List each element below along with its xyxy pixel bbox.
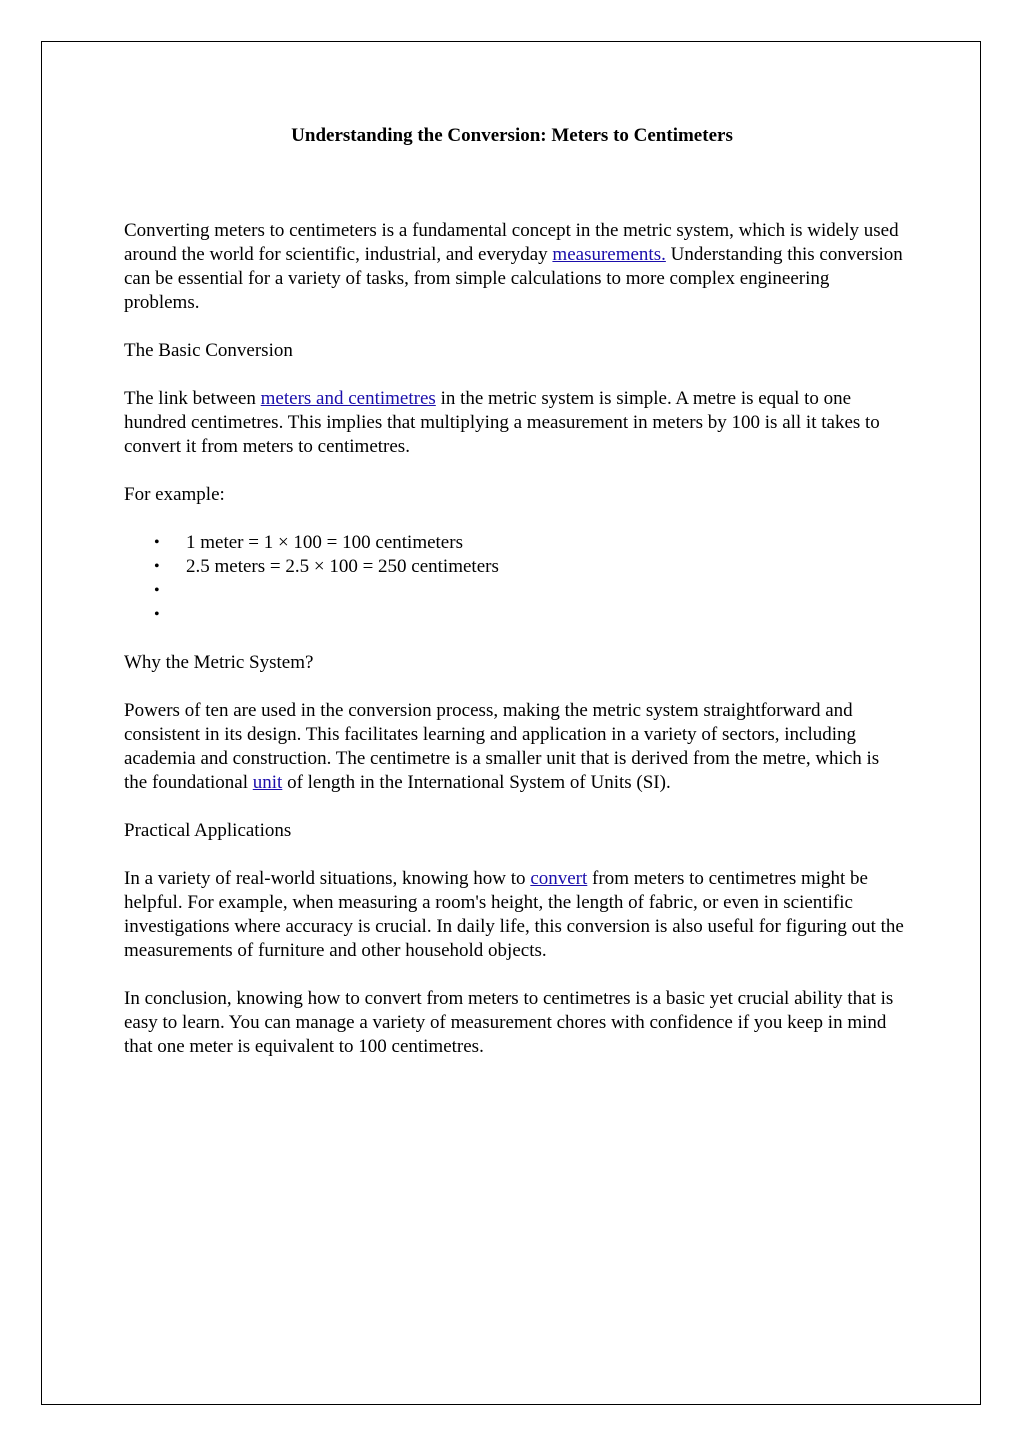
example-text: 2.5 meters = 2.5 × 100 = 250 centimeters xyxy=(186,556,499,577)
spacer xyxy=(124,843,904,867)
intro-text-after: Understanding this conversion can be essential for a variety of tasks, from simple calculations to more complex engineering problems. xyxy=(124,244,903,313)
why-metric-heading: Why the Metric System? xyxy=(124,652,314,673)
spacer xyxy=(124,795,904,819)
intro-paragraph xyxy=(124,219,904,315)
spacer xyxy=(124,148,904,219)
spacer xyxy=(124,459,904,483)
document-title: Understanding the Conversion: Meters to Centimeters xyxy=(291,125,733,146)
list-item xyxy=(124,603,904,627)
bullet-icon: • xyxy=(154,606,160,623)
basic-conversion-paragraph xyxy=(124,387,904,459)
intro-text-before: Converting meters to centimeters is a fundamental concept in the metric system, which is widely used around the world for scientific, industrial, and everyday xyxy=(124,220,899,265)
practical-applications-paragraph xyxy=(124,867,904,963)
unit-link[interactable]: unit xyxy=(252,772,283,793)
practical-applications-heading: Practical Applications xyxy=(124,820,292,841)
convert-link[interactable]: convert xyxy=(530,868,588,889)
practical-text-after: from meters to centimetres might be helpful. For example, when measuring a room's height, the length of fabric, or even in scientific investigations where accuracy is crucial. In daily life, this conversion is also useful for figuring out the measurements of furniture and other household objects. xyxy=(124,868,904,961)
list-item xyxy=(124,555,904,579)
spacer xyxy=(124,315,904,339)
list-item xyxy=(124,579,904,603)
conclusion-paragraph: In conclusion, knowing how to convert from meters to centimetres is a basic yet crucial ability that is easy to learn. You can manage a variety of measurement chores with confidence if you keep in mind that one meter is equivalent to 100 centimetres. xyxy=(124,988,894,1057)
basic-text-before: The link between xyxy=(124,388,261,409)
example-intro: For example: xyxy=(124,484,225,505)
basic-conversion-heading: The Basic Conversion xyxy=(124,340,293,361)
example-text: 1 meter = 1 × 100 = 100 centimeters xyxy=(186,532,463,553)
measurements-link[interactable]: measurements. xyxy=(552,244,666,265)
why-text-after: of length in the International System of Units (SI). xyxy=(282,772,671,793)
spacer xyxy=(124,507,904,531)
spacer xyxy=(124,363,904,387)
basic-text-after: in the metric system is simple. A metre is equal to one hundred centimetres. This implies that multiplying a measurement in meters by 100 is all it takes to convert it from meters to centimetres. xyxy=(124,388,880,457)
practical-text-before: In a variety of real-world situations, knowing how to xyxy=(124,868,531,889)
document-body xyxy=(124,112,904,1059)
spacer xyxy=(124,963,904,987)
bullet-icon: • xyxy=(154,534,160,551)
meters-and-centimetres-link[interactable]: meters and centimetres xyxy=(260,388,436,409)
spacer xyxy=(124,627,904,651)
list-item xyxy=(124,531,904,555)
examples-list xyxy=(124,531,904,627)
spacer xyxy=(124,675,904,699)
why-metric-paragraph xyxy=(124,699,904,795)
bullet-icon: • xyxy=(154,558,160,575)
why-text-before: Powers of ten are used in the conversion process, making the metric system straightforward and consistent in its design. This facilitates learning and application in a variety of sectors, including academia and construction. The centimetre is a smaller unit that is derived from the metre, which is the foundational xyxy=(124,700,880,793)
bullet-icon: • xyxy=(154,582,160,599)
